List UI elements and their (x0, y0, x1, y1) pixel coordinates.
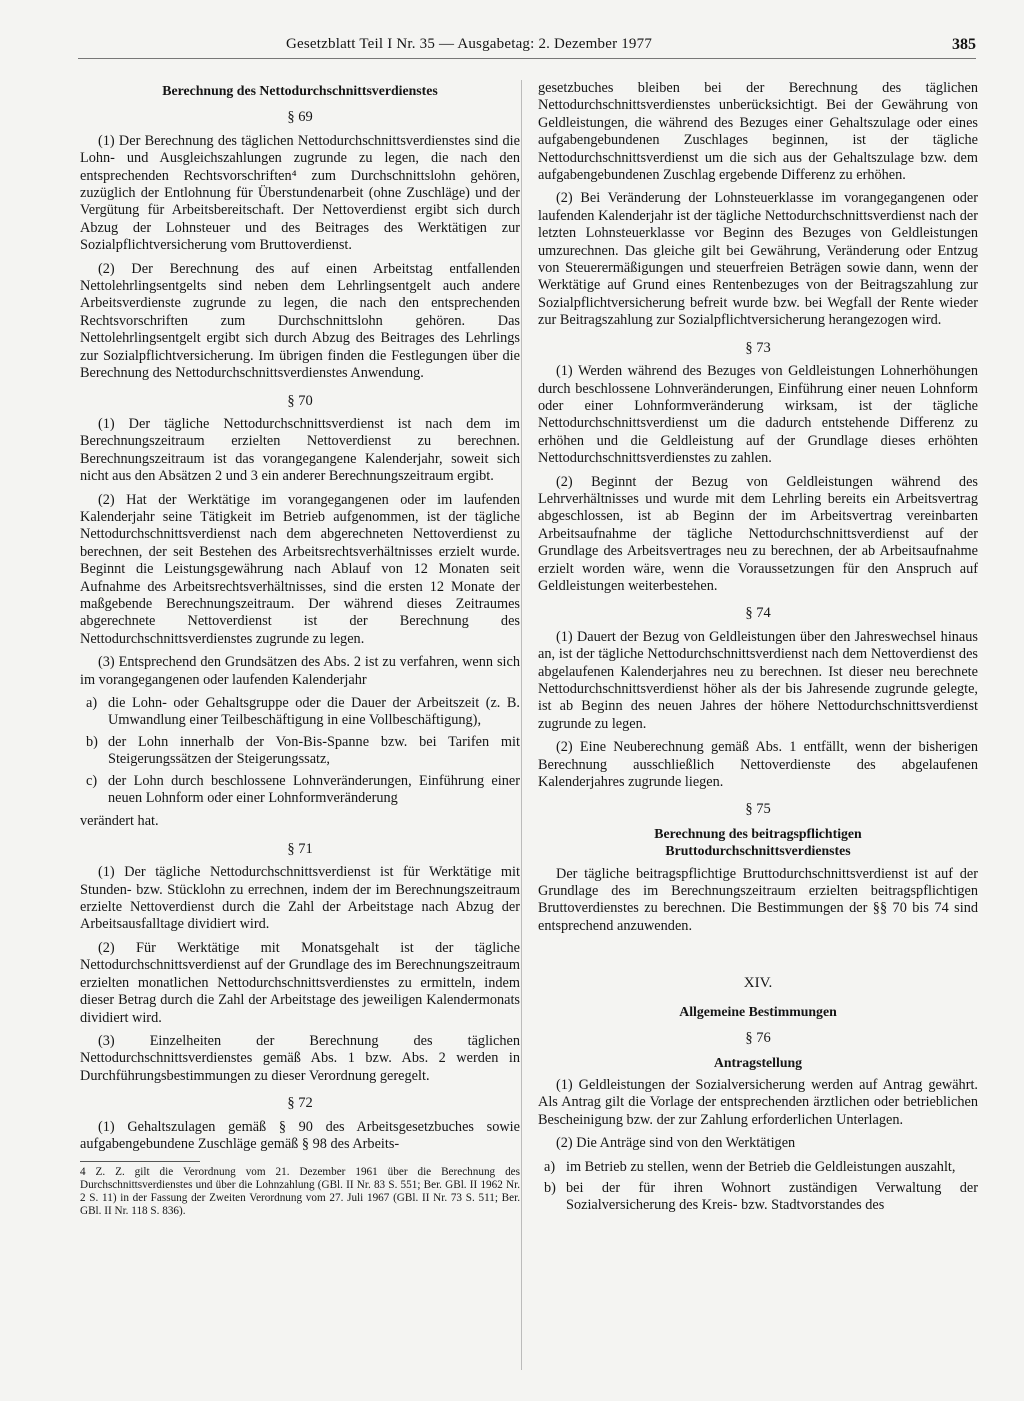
s70-p2: (2) Hat der Werktätige im vorangegangenen oder im laufenden Kalenderjahr seine Tätigkeit im Betrieb aufgenommen, ist der tägliche Nettodurchschnittsverdienst nach dem abgerechneten Nettoverdienst zu berechnen, der seit Bestehen des Arbeitsrechtsverhältnisses erzielt wurde. Beginnt die Leistungsgewährung nach Ablauf von 12 Monaten seit Aufnahme des Arbeitsrechtsverhältnisses, sind die ersten 12 Monate der maßgebende Berechnungszeitraum. Der während dieses Zeitraumes abgerechnete Nettoverdienst ist der Berechnung des Nettodurchschnittsverdienstes zugrunde zu legen. (80, 491, 520, 647)
s76-heading: Antragstellung (713, 1054, 803, 1070)
chapter-heading: Allgemeine Bestimmungen (679, 1003, 837, 1019)
footnote-rule (80, 1161, 200, 1162)
s72-p1-continued: gesetzbuches bleiben bei der Berechnung des täglichen Nettodurchschnittsverdienstes unberücksichtigt. Bei der Gewährung von Geldleistungen, die während des Bezuges einer Gehaltszulage oder eines aufgabengebundenen Zuschlages beginnen, ist der tägliche Nettodurchschnittsverdienst um die sich aus der Gehaltszulage bzw. dem aufgabengebundenen Zuschlag ergebende Differenz zu erhöhen. (538, 80, 978, 184)
heading-netto: Berechnung des Nettodurchschnittsverdienstes (162, 83, 438, 98)
s69-p1: (1) Der Berechnung des täglichen Nettodurchschnittsverdienstes sind die Lohn- und Ausgleichszahlungen zugrunde zu legen, die nach den entsprechenden Rechtsvorschriften⁴ zum Durchschnittslohn gehören, zuzüglich der Entlohnung für Überstundenarbeit (ohne Zuschläge) und der Vergütung für Arbeitsbereitschaft. Der Nettoverdienst ergibt sich durch Abzug der Lohnsteuer und des Beitrages des Werktätigen zur Sozialpflichtversicherung vom Bruttoverdienst. (80, 132, 520, 254)
s75-p1: Der tägliche beitragspflichtige Bruttodurchschnittsverdienst ist auf der Grundlage des im Berechnungszeitraum erzielten beitragspflichtigen Bruttoverdienstes zu berechnen. Die Bestimmungen der §§ 70 bis 74 sind entsprechend anzuwenden. (538, 865, 978, 934)
list-text: die Lohn- oder Gehaltsgruppe oder die Dauer der Arbeitszeit (z. B. Umwandlung einer Teilbeschäftigung in eine Vollbeschäftigung), (108, 695, 520, 729)
s75-heading-line1: Berechnung des beitragspflichtigen (654, 825, 862, 841)
list-item (80, 734, 520, 769)
section-69-title: § 69 (287, 109, 313, 126)
list-text: der Lohn durch beschlossene Lohnveränderungen, Einführung einer neuen Lohnform oder einer Lohnformveränderung (108, 772, 520, 807)
list-marker: b) (86, 733, 98, 750)
chapter-number: XIV. (743, 975, 773, 992)
s70-tail: verändert hat. (80, 813, 159, 830)
list-text: im Betrieb zu stellen, wenn der Betrieb die Geldleistungen auszahlt, (566, 1158, 956, 1175)
section-70-title: § 70 (287, 392, 313, 409)
list-marker: a) (86, 695, 98, 711)
list-marker: a) (544, 1158, 556, 1175)
s76-list (538, 1159, 978, 1215)
s72-p1: (1) Gehaltszulagen gemäß § 90 des Arbeitsgesetzbuches sowie aufgabengebundene Zuschläge gemäß § 98 des Arbeits- (80, 1118, 520, 1152)
left-column (80, 82, 520, 1224)
s70-p3: (3) Entsprechend den Grundsätzen des Abs. 2 ist zu verfahren, wenn sich im vorangegangenen oder laufenden Kalenderjahr (80, 654, 520, 688)
list-text: der Lohn innerhalb der Von-Bis-Spanne bzw. bei Tarifen mit Steigerungssätzen der Steigerungssatz, (108, 733, 520, 768)
right-column (538, 80, 978, 1221)
list-marker: b) (544, 1179, 556, 1196)
list-text: bei der für ihren Wohnort zuständigen Verwaltung der Sozialversicherung des Kreis- bzw. Stadtvorstandes des (566, 1179, 978, 1214)
section-71-title: § 71 (287, 840, 313, 857)
column-divider (521, 80, 522, 1370)
list-item (538, 1159, 978, 1176)
list-item (80, 695, 520, 730)
s74-p1: (1) Dauert der Bezug von Geldleistungen über den Jahreswechsel hinaus an, ist der tägliche Nettodurchschnittsverdienst nach dem Nettoverdienst des abgelaufenen Kalenderjahres neu zu berechnen. Ist dieser neu berechnete Nettodurchschnittsverdienst höher als der bis Jahresende zugrunde gelegte, ist ab Beginn des neuen Jahres der höhere Nettodurchschnittsverdienst zugrunde zu legen. (538, 628, 978, 732)
section-75-title: § 75 (745, 801, 771, 818)
s74-p2: (2) Eine Neuberechnung gemäß Abs. 1 entfällt, wenn der bisherigen Berechnung ausschließlich Nettoverdienste des abgelaufenen Kalenderjahres zugrunde liegen. (538, 739, 978, 791)
s69-p2: (2) Der Berechnung des auf einen Arbeitstag entfallenden Nettolehrlingsentgelts sind neben dem Lehrlingsentgelt auch andere Arbeitsverdienste zugrunde zu legen, die nach den entsprechenden Rechtsvorschriften zum Durchschnittslohn gehören. Das Nettolehrlingsentgelt ergibt sich durch Abzug des Beitrages des Lehrlings zur Sozialpflichtversicherung. Im übrigen finden die Festlegungen über die Berechnung des Nettodurchschnittsverdienstes Anwendung. (80, 260, 520, 382)
footnote-4: 4 Z. Z. gilt die Verordnung vom 21. Dezember 1961 über die Berechnung des Durchschnittsverdienstes und über die Lohnzahlung (GBl. II Nr. 83 S. 551; Ber. GBl. II 1962 Nr. 2 S. 11) in der Fassung der Zweiten Verordnung vom 27. Juli 1967 (GBl. II Nr. 73 S. 511; Ber. GBl. II Nr. 118 S. 836). (80, 1166, 520, 1218)
page-number: 385 (952, 36, 976, 53)
s76-p2: (2) Die Anträge sind von den Werktätigen (556, 1135, 796, 1152)
s72-p2: (2) Bei Veränderung der Lohnsteuerklasse im vorangegangenen oder laufenden Kalenderjahr ist der tägliche Nettodurchschnittsverdienst nach der letzten Lohnsteuerklasse vor Beginn des Bezuges von Geldleistungen umzurechnen. Das gleiche gilt bei Gewährung, Veränderung oder Entzug von Steuerermäßigungen und steuerfreien Beträgen sowie dann, wenn der Werktätige auf Grund eines Rentenbezuges von der Beitragszahlung zur Sozialpflichtversicherung befreit wurde bzw. bei Wegfall der Rente wieder zur Beitragszahlung zur Sozialpflichtversicherung herangezogen wird. (538, 190, 978, 329)
s75-heading-line2: Bruttodurchschnittsverdienstes (665, 843, 851, 859)
s70-list (80, 695, 520, 807)
s76-p1: (1) Geldleistungen der Sozialversicherung werden auf Antrag gewährt. Als Antrag gilt die Vorlage der entsprechenden ärztlichen oder betrieblichen Bescheinigung bzw. der zur Zahlung erforderlichen Unterlagen. (538, 1076, 978, 1128)
header-title: Gesetzblatt Teil I Nr. 35 — Ausgabetag: 2. Dezember 1977 (286, 36, 653, 52)
page-header (0, 36, 1024, 60)
list-marker: c) (86, 772, 98, 789)
section-73-title: § 73 (745, 339, 771, 356)
s73-p1: (1) Werden während des Bezuges von Geldleistungen Lohnerhöhungen durch beschlossene Lohnveränderungen, Einführung einer neuen Lohnform oder einer Lohnformveränderung wirksam, ist der tägliche Nettodurchschnittsverdienst um die dadurch entstehende Differenz zu erhöhen und die Geldleistung auf der Grundlage dieses erhöhten Nettodurchschnittsverdienstes zu zahlen. (538, 363, 978, 467)
section-72-title: § 72 (287, 1095, 313, 1112)
section-76-title: § 76 (745, 1030, 771, 1047)
s70-p1: (1) Der tägliche Nettodurchschnittsverdienst ist nach dem im Berechnungszeitraum erzielten Nettoverdienst zu berechnen. Berechnungszeitraum ist das vorangegangene Kalenderjahr, soweit sich nicht aus den Absätzen 2 und 3 ein anderer Berechnungszeitraum ergibt. (80, 415, 520, 485)
s71-p3: (3) Einzelheiten der Berechnung des täglichen Nettodurchschnittsverdienstes gemäß Abs. 1 bzw. Abs. 2 werden in Durchführungsbestimmungen zu dieser Verordnung geregelt. (80, 1032, 520, 1084)
s71-p1: (1) Der tägliche Nettodurchschnittsverdienst ist für Werktätige mit Stunden- bzw. Stücklohn zu errechnen, indem der im Berechnungszeitraum erzielte Nettoverdienst durch die Zahl der Arbeitstage nach Abzug der Arbeitsausfalltage dividiert wird. (80, 864, 520, 933)
header-rule (78, 58, 976, 59)
s73-p2: (2) Beginnt der Bezug von Geldleistungen während des Lehrverhältnisses und wurde mit dem Lehrling bereits ein Arbeitsvertrag abgeschlossen, ist ab Beginn der im Arbeitsvertrag vereinbarten Arbeitsaufnahme der tägliche Nettodurchschnittsverdienst auf der Grundlage des Arbeitsvertrages neu zu berechnen, der ab Arbeitsaufnahme erzielt worden wäre, wenn die Voraussetzungen für den Anspruch auf Geldleistungen weiterbestehen. (538, 473, 978, 594)
section-74-title: § 74 (745, 605, 771, 622)
list-item (80, 773, 520, 808)
list-item (538, 1180, 978, 1215)
s71-p2: (2) Für Werktätige mit Monatsgehalt ist der tägliche Nettodurchschnittsverdienst auf der Grundlage des im Berechnungszeitraum erzielten monatlichen Nettodurchschnittsverdienstes zu ermitteln, indem dieser Betrag durch die Zahl der Arbeitstage des jeweiligen Kalendermonats dividiert wird. (80, 939, 520, 1026)
